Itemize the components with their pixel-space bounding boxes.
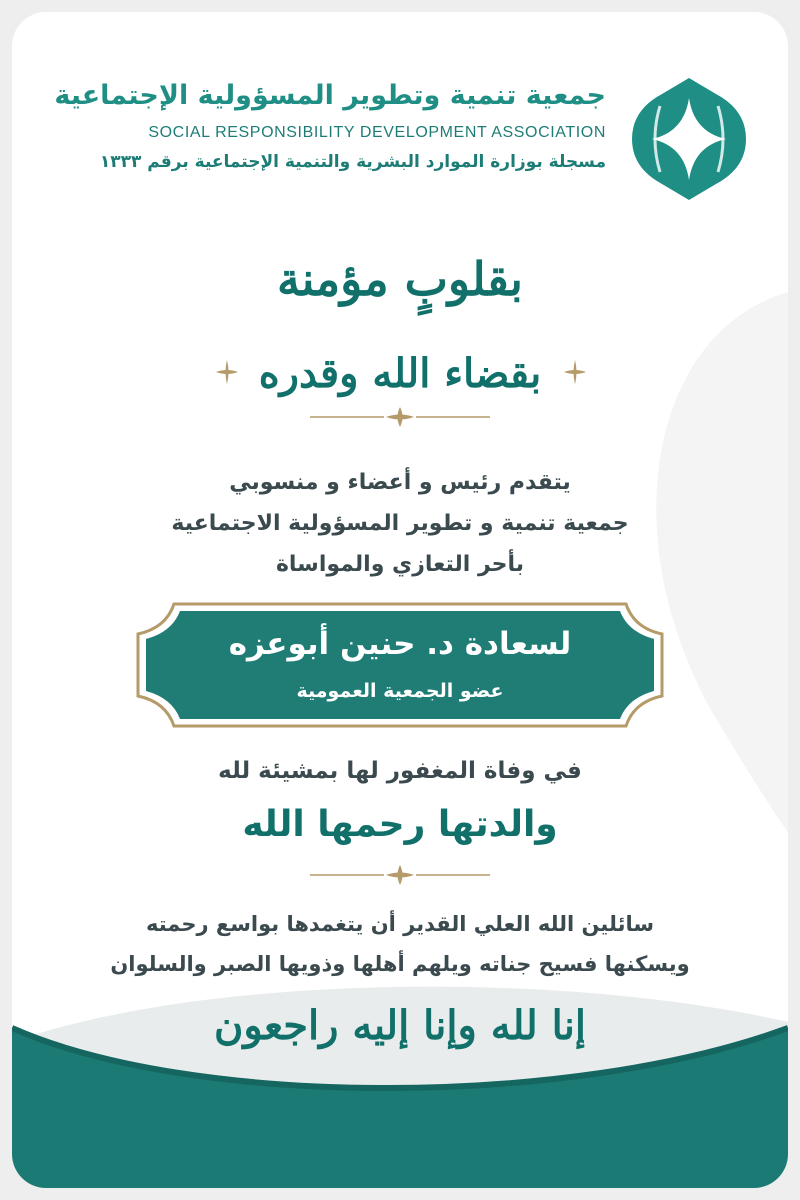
headline-line2: بقضاء الله وقدره [258,350,542,397]
honoree-banner [134,600,666,730]
intro-line3: بأحر التعازي والمواساة [275,552,525,577]
logo-emblem-icon [630,76,748,202]
organization-registration: مسجلة بوزارة الموارد البشرية والتنمية الإجتماعية برقم ١٣٣٣ [99,152,606,172]
condolence-card [12,12,788,1188]
intro-text [12,462,788,585]
quran-verse: إنا لله وإنا إليه راجعون [213,1002,587,1049]
honoree-name: لسعادة د. حنين أبوعزه [228,626,572,662]
ornament-divider-icon [310,404,490,430]
prayer-text [12,904,788,984]
organization-name-english: SOCIAL RESPONSIBILITY DEVELOPMENT ASSOCIATION [148,124,606,141]
prayer-line2: ويسكنها فسيح جناته ويلهم أهلها وذويها الصبر والسلوان [110,952,690,976]
organization-name-arabic: جمعية تنمية وتطوير المسؤولية الإجتماعية [54,80,606,111]
organization-header [12,82,788,212]
intro-line2: جمعية تنمية و تطوير المسؤولية الاجتماعية [171,511,629,536]
prayer-line1: سائلين الله العلي القدير أن يتغمدها بواسع رحمته [145,912,654,936]
deceased-name: والدتها رحمها الله [242,804,558,845]
right-ornament-icon [560,357,590,387]
deceased-line: في وفاة المغفور لها بمشيئة لله [218,758,582,784]
honoree-role: عضو الجمعية العمومية [296,680,504,702]
ornament-divider-icon [310,862,490,888]
intro-line1: يتقدم رئيس و أعضاء و منسوبي [229,470,571,495]
headline-line1: بقلوبٍ مؤمنة [277,252,523,306]
